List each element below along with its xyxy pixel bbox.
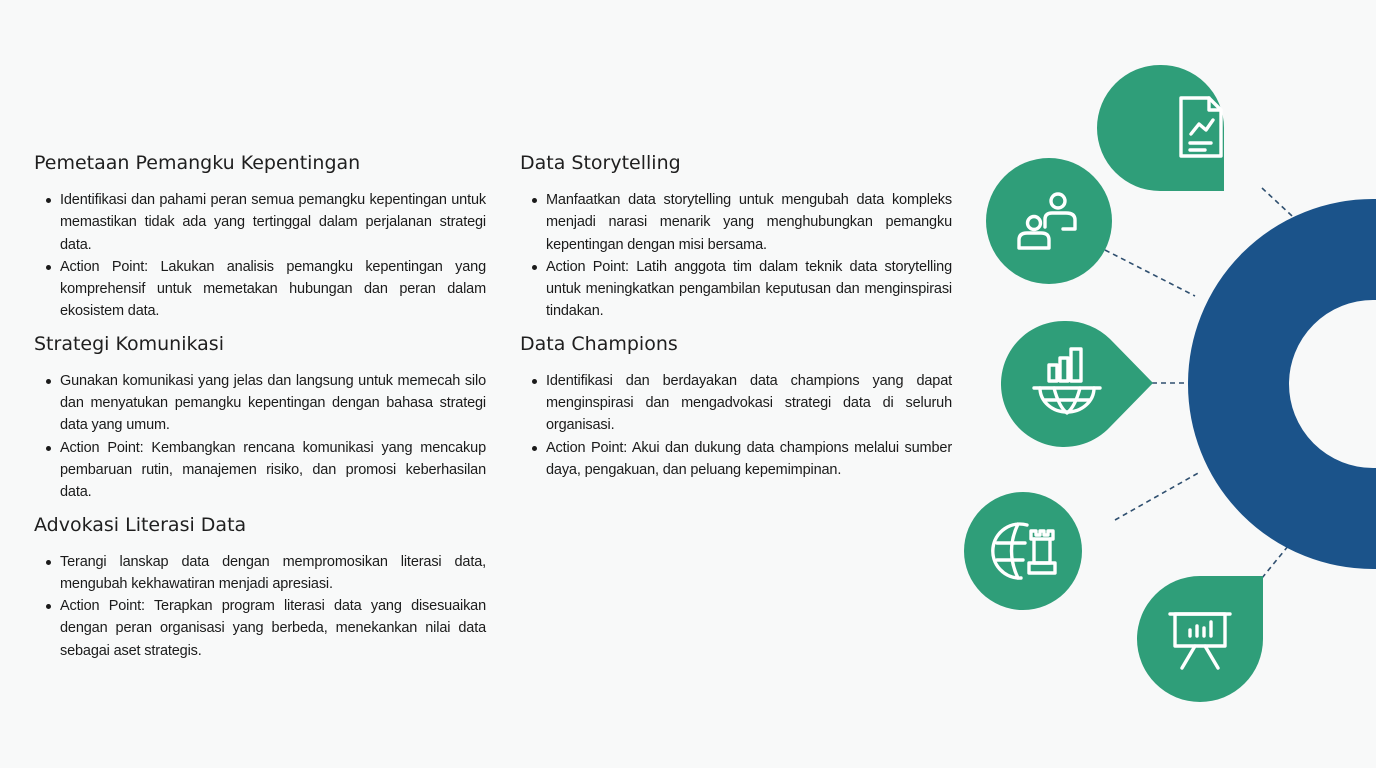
node-bar-chart-globe xyxy=(1001,321,1153,447)
section-data-storytelling xyxy=(520,150,952,323)
section-data-champions xyxy=(520,331,952,481)
bullet-item: Action Point: Latih anggota tim dalam teknik data storytelling untuk meningkatkan pengambilan keputusan dan menginspirasi tindakan. xyxy=(520,256,952,323)
node-document-chart xyxy=(1097,65,1224,191)
section-title: Data Storytelling xyxy=(520,152,681,174)
section-title: Advokasi Literasi Data xyxy=(34,513,247,536)
bullet-list xyxy=(520,189,952,323)
hub-diagram xyxy=(960,0,1376,768)
bullet-item: Identifikasi dan pahami peran semua pemangku kepentingan untuk memastikan tidak ada yang tertinggal dalam perjalanan strategi data. xyxy=(34,189,486,256)
left-column xyxy=(34,150,486,670)
central-ring xyxy=(1239,250,1376,519)
connector-line xyxy=(1105,250,1195,296)
section-title: Pemetaan Pemangku Kepentingan xyxy=(34,152,361,174)
bullet-item: Action Point: Lakukan analisis pemangku kepentingan yang komprehensif untuk memetakan hubungan dan peran dalam ekosistem data. xyxy=(34,256,486,323)
section-data-literacy xyxy=(34,512,486,662)
bullet-item: Identifikasi dan berdayakan data champions yang dapat menginspirasi dan mengadvokasi strategi data di seluruh organisasi. xyxy=(520,370,952,437)
bullet-item: Terangi lanskap data dengan mempromosikan literasi data, mengubah kekhawatiran menjadi apresiasi. xyxy=(34,551,486,596)
node-shape xyxy=(1137,576,1263,702)
node-globe-rook xyxy=(964,492,1082,610)
node-shape xyxy=(1001,321,1153,447)
bullet-item: Action Point: Terapkan program literasi data yang disesuaikan dengan peran organisasi yang berbeda, menekankan nilai data sebagai aset strategis. xyxy=(34,595,486,662)
bullet-list xyxy=(34,370,486,504)
middle-column xyxy=(520,150,952,489)
bullet-list xyxy=(520,370,952,481)
section-title: Data Champions xyxy=(520,332,678,355)
connector-line xyxy=(1115,472,1200,520)
node-shape xyxy=(986,158,1112,284)
bullet-item: Manfaatkan data storytelling untuk mengubah data kompleks menjadi narasi menarik yang menghubungkan pemangku kepentingan dengan misi bersama. xyxy=(520,189,952,256)
bullet-item: Action Point: Akui dan dukung data champions melalui sumber daya, pengakuan, dan peluang kepemimpinan. xyxy=(520,437,952,482)
node-shape xyxy=(964,492,1082,610)
node-presentation-board xyxy=(1137,576,1263,702)
section-communication-strategy xyxy=(34,331,486,504)
bullet-list xyxy=(34,551,486,662)
bullet-item: Action Point: Kembangkan rencana komunikasi yang mencakup pembaruan rutin, manajemen risiko, dan promosi keberhasilan data. xyxy=(34,437,486,504)
section-title: Strategi Komunikasi xyxy=(34,332,224,355)
bullet-list xyxy=(34,189,486,323)
bullet-item: Gunakan komunikasi yang jelas dan langsung untuk memecah silo dan menyatukan pemangku kepentingan dengan bahasa strategi data yang umum. xyxy=(34,370,486,437)
section-stakeholder-mapping xyxy=(34,150,486,323)
node-people xyxy=(986,158,1112,284)
